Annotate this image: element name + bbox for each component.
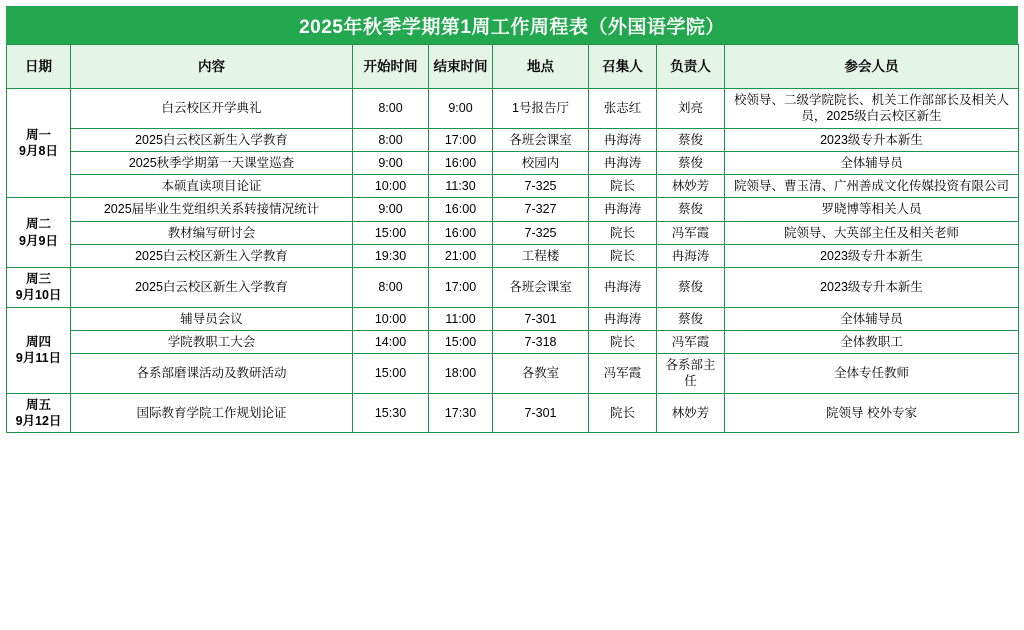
column-header-date: 日期 (7, 45, 71, 89)
row-attendees: 全体教职工 (725, 330, 1019, 353)
row-content: 2025白云校区新生入学教育 (71, 244, 353, 267)
row-convener: 冉海涛 (589, 128, 657, 151)
row-date (7, 393, 71, 433)
row-end-time: 17:30 (429, 393, 493, 433)
row-attendees: 全体辅导员 (725, 151, 1019, 174)
row-attendees: 院领导 校外专家 (725, 393, 1019, 433)
row-end-time: 16:00 (429, 221, 493, 244)
row-location: 各教室 (493, 354, 589, 394)
table-row (7, 354, 1019, 394)
row-attendees: 院领导、大英部主任及相关老师 (725, 221, 1019, 244)
row-convener: 院长 (589, 330, 657, 353)
row-date-day: 9月9日 (19, 233, 58, 248)
column-header-start-time: 开始时间 (353, 45, 429, 89)
table-row (7, 393, 1019, 433)
row-location: 校园内 (493, 151, 589, 174)
row-start-time: 10:00 (353, 175, 429, 198)
row-start-time: 9:00 (353, 198, 429, 221)
row-content: 2025白云校区新生入学教育 (71, 128, 353, 151)
row-date-day: 9月10日 (15, 288, 62, 303)
row-attendees: 校领导、二级学院院长、机关工作部部长及相关人员，2025级白云校区新生 (725, 89, 1019, 129)
table-row (7, 221, 1019, 244)
row-start-time: 8:00 (353, 128, 429, 151)
row-attendees: 罗晓博等相关人员 (725, 198, 1019, 221)
row-date-weekday: 周一 (25, 127, 51, 142)
row-location: 7-301 (493, 393, 589, 433)
header-row (7, 45, 1019, 89)
row-date (7, 198, 71, 268)
row-content: 白云校区开学典礼 (71, 89, 353, 129)
row-date-weekday: 周三 (25, 272, 51, 286)
row-end-time: 16:00 (429, 151, 493, 174)
table-row (7, 89, 1019, 129)
row-end-time: 15:00 (429, 330, 493, 353)
row-start-time: 15:00 (353, 354, 429, 394)
row-end-time: 9:00 (429, 89, 493, 129)
table-row (7, 175, 1019, 198)
row-owner: 冉海涛 (657, 244, 725, 267)
row-convener: 院长 (589, 244, 657, 267)
row-start-time: 15:00 (353, 221, 429, 244)
row-convener: 院长 (589, 393, 657, 433)
row-content: 2025秋季学期第一天课堂巡查 (71, 151, 353, 174)
row-date-day: 9月12日 (15, 413, 62, 428)
column-header-attendees: 参会人员 (725, 45, 1019, 89)
row-location: 7-327 (493, 198, 589, 221)
row-location: 1号报告厅 (493, 89, 589, 129)
row-attendees: 2023级专升本新生 (725, 244, 1019, 267)
row-date-weekday: 周四 (25, 334, 51, 349)
row-date (7, 268, 71, 308)
row-start-time: 8:00 (353, 268, 429, 308)
row-location: 各班会课室 (493, 268, 589, 308)
row-convener: 冉海涛 (589, 151, 657, 174)
row-date-day: 9月11日 (15, 351, 62, 365)
row-location: 7-325 (493, 221, 589, 244)
row-location: 7-318 (493, 330, 589, 353)
row-start-time: 19:30 (353, 244, 429, 267)
table-row (7, 151, 1019, 174)
row-end-time: 17:00 (429, 128, 493, 151)
table-row (7, 244, 1019, 267)
column-header-end-time: 结束时间 (429, 45, 493, 89)
row-owner: 各系部主任 (657, 354, 725, 394)
row-content: 学院教职工大会 (71, 330, 353, 353)
row-end-time: 18:00 (429, 354, 493, 394)
row-start-time: 10:00 (353, 307, 429, 330)
row-start-time: 9:00 (353, 151, 429, 174)
row-content: 2025白云校区新生入学教育 (71, 268, 353, 308)
row-content: 各系部磨课活动及教研活动 (71, 354, 353, 394)
row-owner: 蔡俊 (657, 128, 725, 151)
row-owner: 蔡俊 (657, 151, 725, 174)
table-header (7, 45, 1019, 89)
table-body (7, 89, 1019, 433)
row-convener: 院长 (589, 175, 657, 198)
row-convener: 冉海涛 (589, 307, 657, 330)
row-end-time: 16:00 (429, 198, 493, 221)
row-date-day: 9月8日 (19, 144, 58, 159)
row-date (7, 307, 71, 393)
row-end-time: 21:00 (429, 244, 493, 267)
row-location: 工程楼 (493, 244, 589, 267)
row-start-time: 15:30 (353, 393, 429, 433)
row-owner: 刘亮 (657, 89, 725, 129)
row-convener: 冉海涛 (589, 268, 657, 308)
row-attendees: 全体辅导员 (725, 307, 1019, 330)
row-owner: 冯军霞 (657, 221, 725, 244)
schedule-table (6, 44, 1019, 433)
table-row (7, 307, 1019, 330)
table-row (7, 198, 1019, 221)
table-row (7, 268, 1019, 308)
row-content: 2025届毕业生党组织关系转接情况统计 (71, 198, 353, 221)
row-owner: 林妙芳 (657, 175, 725, 198)
row-date-weekday: 周二 (25, 217, 51, 232)
row-content: 本硕直读项目论证 (71, 175, 353, 198)
row-location: 7-301 (493, 307, 589, 330)
row-start-time: 14:00 (353, 330, 429, 353)
row-convener: 张志红 (589, 89, 657, 129)
row-owner: 林妙芳 (657, 393, 725, 433)
page-title: 2025年秋季学期第1周工作周程表（外国语学院） (6, 6, 1018, 44)
column-header-content: 内容 (71, 45, 353, 89)
column-header-owner: 负责人 (657, 45, 725, 89)
row-content: 辅导员会议 (71, 307, 353, 330)
table-row (7, 128, 1019, 151)
row-owner: 蔡俊 (657, 307, 725, 330)
row-end-time: 17:00 (429, 268, 493, 308)
row-date (7, 89, 71, 198)
column-header-convener: 召集人 (589, 45, 657, 89)
row-convener: 冉海涛 (589, 198, 657, 221)
row-convener: 院长 (589, 221, 657, 244)
row-attendees: 2023级专升本新生 (725, 128, 1019, 151)
table-row (7, 330, 1019, 353)
column-header-location: 地点 (493, 45, 589, 89)
row-owner: 蔡俊 (657, 198, 725, 221)
row-start-time: 8:00 (353, 89, 429, 129)
row-owner: 蔡俊 (657, 268, 725, 308)
row-location: 7-325 (493, 175, 589, 198)
row-attendees: 全体专任教师 (725, 354, 1019, 394)
row-end-time: 11:30 (429, 175, 493, 198)
row-content: 教材编写研讨会 (71, 221, 353, 244)
row-location: 各班会课室 (493, 128, 589, 151)
row-date-weekday: 周五 (25, 397, 51, 412)
row-end-time: 11:00 (429, 307, 493, 330)
row-attendees: 2023级专升本新生 (725, 268, 1019, 308)
row-content: 国际教育学院工作规划论证 (71, 393, 353, 433)
row-convener: 冯军霞 (589, 354, 657, 394)
row-attendees: 院领导、曹玉清、广州善成文化传媒投资有限公司 (725, 175, 1019, 198)
row-owner: 冯军霞 (657, 330, 725, 353)
